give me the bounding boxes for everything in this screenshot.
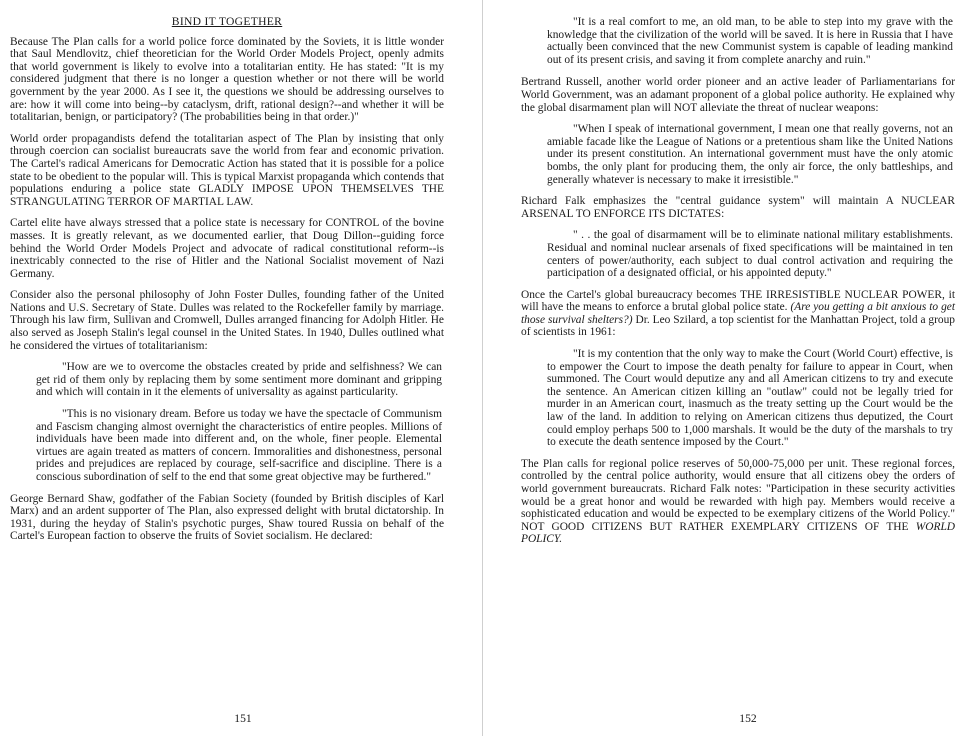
quote-shaw: "It is a real comfort to me, an old man, to be able to step into my grave with the knowledge that the civilization of the world will be saved. It is here in Russia that I have actually been convinced that the new Communist system is capable of leading mankind out of its present crisis, and saving it from complete anarchy and ruin." (547, 16, 953, 66)
szilard-aside: (Are you getting a bit anxious to get those survival shelters?) (521, 301, 955, 326)
paragraph-russell: Bertrand Russell, another world order pioneer and an active leader of Parliamentarians for World Government, was an adamant proponent of a global police authority. He explained why the global disarmament plan will NOT alleviate the threat of nuclear weapons: (521, 76, 955, 114)
page-number-right: 152 (739, 712, 757, 725)
paragraph-shaw: George Bernard Shaw, godfather of the Fabian Society (founded by British disciples of Karl Marx) and an ardent supporter of The Plan, also expressed delight with brutal dictatorship. In 1931, during the heyday of Stalin's psychotic purges, Shaw toured Russia on behalf of the Cartel's European faction to observe the fruits of Soviet socialism. He declared: (10, 492, 444, 543)
quote-falk: " . . the goal of disarmament will be to eliminate national military establishments. Residual and nominal nuclear arsenals of fixed specifications will be maintained in ten centers of power/authority, each subject to dual control activation and requiring the participation of a designated official, or his appointed deputy." (547, 229, 953, 280)
paragraph-police-state: World order propagandists defend the totalitarian aspect of The Plan by insisting that only through coercion can socialist bureaucrats save the world from fear and economic privation. The Cartel's radical Americans for Democratic Action has stated that it is possible for a police state to be obedient to the popular will. This is typical Marxist propaganda which contends that populations enduring a police state GLADLY IMPOSE UPON THEMSELVES THE STRANGULATING TERROR OF MARTIAL LAW. (10, 132, 444, 208)
szilard-text-start: Once the Cartel's global bureaucracy becomes THE IRRESISTIBLE NUCLEAR POWER, it will have the means to enforce a brutal global police state. (521, 288, 955, 314)
quote-russell: "When I speak of international government, I mean one that really governs, not an amiable facade like the League of Nations or a pretentious sham like the United Nations under its present constitution. An international government must have the only atomic bombs, the only plant for producing them, the only air force, the only battleships, and generally whatever is necessary to make it irresistible." (547, 123, 953, 186)
paragraph-cartel-elite: Cartel elite have always stressed that a police state is necessary for CONTROL of the bovine masses. It is greatly relevant, as we documented earlier, that Doug Dillon--guiding force behind the World Order Models Project and advocate of radical constitutional reform--is inextricably connected to the rise of Hitler and the National Socialist movement of Nazi Germany. (10, 217, 444, 280)
quote-szilard: "It is my contention that the only way to make the Court (World Court) effective, is to empower the Court to impose the death penalty for failure to appear in Court, when summoned. The Court would deputize any and all American citizens to try and execute the sentence. An American citizen killing an "outlaw" could not be legally tried for murder in an American court, inasmuch as the treaty setting up the Court would be the law of the land. In addition to relying on American citizens thus deputized, the Court could employ perhaps 500 to 1,000 marshals. It would be the duty of the marshals to try to execute the death sentence imposed by the Court." (547, 348, 953, 449)
page-title: BIND IT TOGETHER (171, 15, 283, 28)
left-page (10, 16, 444, 552)
world-policy-emphasis: WORLD POLICY. (521, 520, 955, 546)
paragraph-mendlovitz: Because The Plan calls for a world police force dominated by the Soviets, it is little wonder that Saul Mendlovitz, chief theoretician for the World Order Models Project, openly admits that world government is likely to evolve into a totalitarian entity. He has stated: "It is my considered judgment that there is no longer a question whether or not there will be world government by the year 2000. As I see it, the questions we should be addressing ourselves to are: how it will come into being--by cataclysm, drift, rational design?--and whether it will be totalitarian, benign, or participatory? (The probabilities being in that order.)" (10, 35, 444, 124)
paragraph-police-reserves (521, 458, 955, 546)
paragraph-dulles: Consider also the personal philosophy of John Foster Dulles, founding father of the United Nations and U.S. Secretary of State. Dulles was related to the Rockefeller family by marriage. Through his law firm, Sullivan and Cromwell, Dulles arranged financing for Adolph Hitler. He also served as Joseph Stalin's legal counsel in the United States. In 1940, Dulles outlined what he considered the virtues of totalitarianism: (10, 289, 444, 352)
police-reserves-text: The Plan calls for regional police reserves of 50,000-75,000 per unit. These regional forces, controlled by the central police authority, would ensure that all citizens obey the orders of world government bureaucrats. Richard Falk notes: "Participation in these security activities would be a great honor and would be rewarded with high pay. Members would receive a sophisticated education and would be expected to be exemplary citizens of the World Policy." NOT GOOD CITIZENS BUT RATHER EXEMPLARY CITIZENS OF THE (521, 457, 955, 533)
quote-dulles-1: "How are we to overcome the obstacles created by pride and selfishness? We can get rid of them only by replacing them by some sentiment more dominant and gripping and which will contain in it the elements of universality as against particularity. (36, 361, 442, 399)
paragraph-falk: Richard Falk emphasizes the "central guidance system" will maintain A NUCLEAR ARSENAL TO ENFORCE ITS DICTATES: (521, 195, 955, 220)
paragraph-szilard (521, 289, 955, 339)
quote-dulles-2: "This is no visionary dream. Before us today we have the spectacle of Communism and Fascism changing almost overnight the characteristics of entire peoples. Millions of individuals have been made into different and, on the whole, finer people. Elemental virtues are again treated as matters of concern. Immoralities and dishonestness, personal prides and prejudices are replaced by courage, self-sacrifice and discipline. There is a conscious subordination of self to the end that some great objective may be furthered." (36, 408, 442, 483)
right-page (521, 16, 955, 555)
page-gutter (482, 0, 483, 736)
page-number-left: 151 (234, 712, 252, 725)
szilard-text-end: Dr. Leo Szilard, a top scientist for the Manhattan Project, told a group of scientists in 1961: (521, 313, 956, 339)
